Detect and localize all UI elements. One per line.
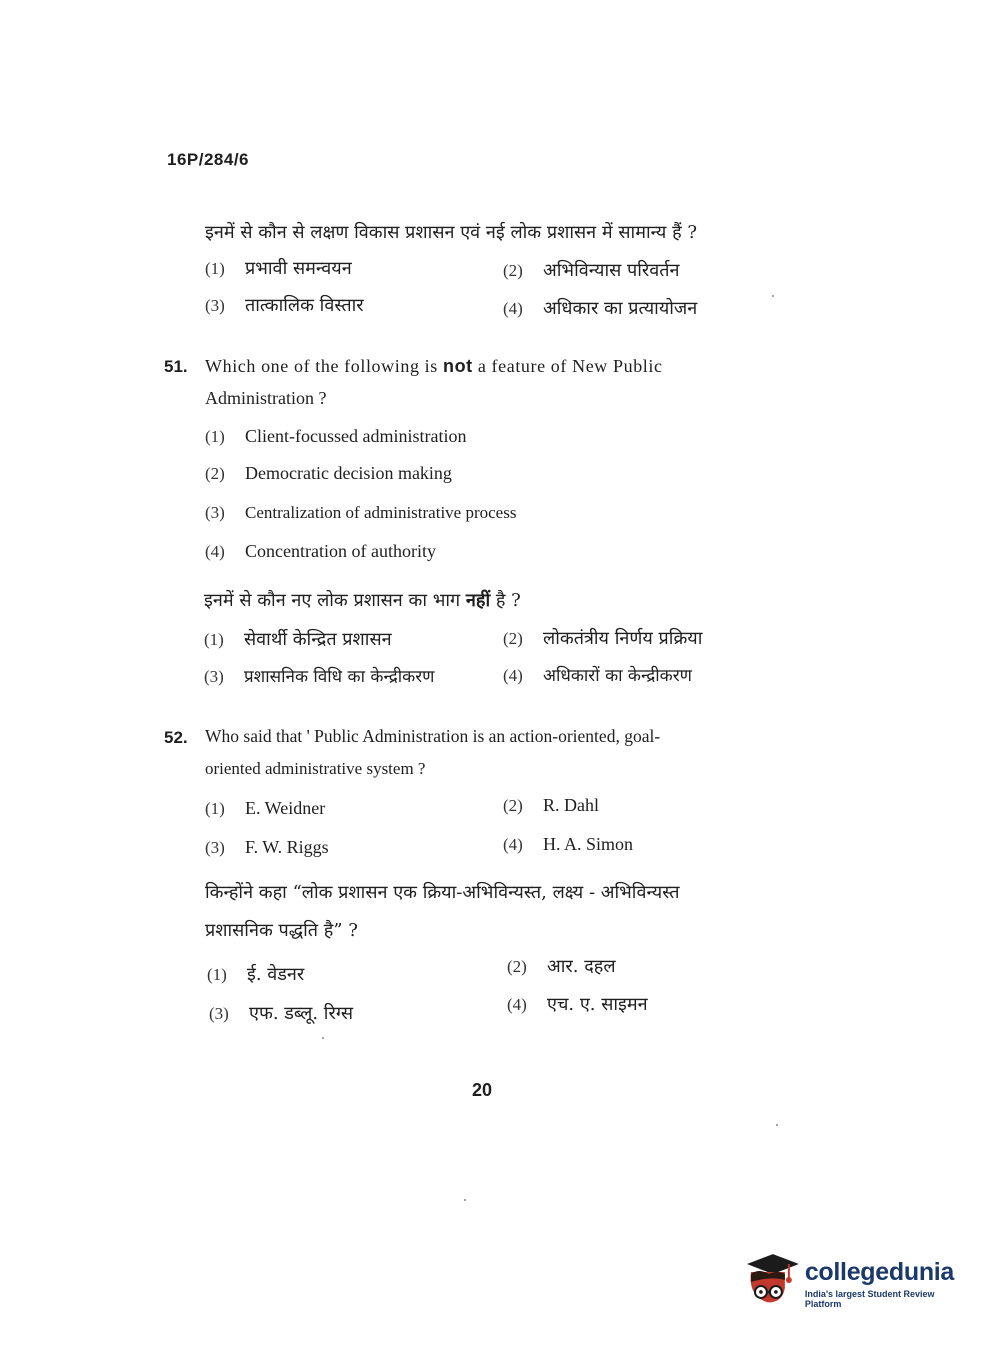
q51-text-post: a feature of New Public [472,356,663,376]
q51-hindi-pre: इनमें से कौन नए लोक प्रशासन का भाग [204,590,466,611]
option-text: F. W. Riggs [245,837,329,857]
option-text: आर. दहल [547,956,616,977]
q50-hindi-option-1 [205,256,352,280]
q52-option-3 [205,837,329,858]
q50-hindi-option-3 [205,293,364,317]
q51-hindi-option-1 [204,627,392,651]
collegedunia-logo [743,1250,973,1316]
q52-hindi-option-3 [209,1001,353,1025]
q51-hindi-option-4 [503,663,692,686]
option-text: ई. वेडनर [247,964,305,985]
q52-question-line1: Who said that ' Public Administration is an action-oriented, goal- [205,726,661,746]
option-text: अभिविन्यास परिवर्तन [543,260,680,281]
scan-speck [464,1199,466,1201]
q51-option-4 [205,541,436,562]
q51-number: 51. [164,357,188,376]
option-number: (3) [205,503,225,522]
option-number: (4) [205,542,225,561]
option-number: (4) [507,995,527,1014]
option-text: लोकतंत्रीय निर्णय प्रक्रिया [543,628,703,649]
q52-number: 52. [164,728,188,747]
option-number: (2) [503,796,523,815]
option-number: (1) [205,427,225,446]
option-number: (3) [204,667,224,686]
q51-hindi-post: है ? [490,590,521,611]
q52-hindi-question-line1: किन्होंने कहा “लोक प्रशासन एक क्रिया-अभिविन्यस्त, लक्ष्य - अभिविन्यस्त [205,882,680,903]
option-text: सेवार्थी केन्द्रित प्रशासन [244,629,392,650]
option-text: Democratic decision making [245,463,452,483]
option-text: एच. ए. साइमन [547,994,648,1015]
option-text: अधिकार का प्रत्यायोजन [543,298,698,319]
option-text: Centralization of administrative process [245,503,517,522]
q50-hindi-question: इनमें से कौन से लक्षण विकास प्रशासन एवं नई लोक प्रशासन में सामान्य हैं ? [205,222,698,243]
option-number: (1) [205,259,225,278]
option-number: (1) [205,799,225,818]
option-number: (2) [507,957,527,976]
option-text: E. Weidner [245,798,326,818]
q50-hindi-option-2 [503,258,680,282]
q51-option-1 [205,426,466,447]
option-text: H. A. Simon [543,834,634,854]
mascot-icon [743,1252,799,1314]
q51-text-pre: Which one of the following is [205,356,443,376]
option-number: (2) [503,629,523,648]
logo-tagline: India's largest Student Review Platform [804,1288,935,1309]
q52-option-2 [503,795,599,816]
option-text: प्रभावी समन्वयन [245,258,352,279]
q51-option-3 [205,503,516,523]
option-number: (3) [205,838,225,857]
option-text: अधिकारों का केन्द्रीकरण [543,666,692,686]
option-text: Concentration of authority [245,541,436,561]
q52-option-4 [503,834,633,855]
q51-hindi-option-3 [204,664,434,687]
option-number: (1) [207,965,227,984]
q52-option-1 [205,798,325,819]
scan-speck [776,1124,778,1126]
scan-speck [322,1037,324,1039]
option-text: प्रशासनिक विधि का केन्द्रीकरण [244,667,435,687]
q52-question-line2: oriented administrative system ? [205,759,426,778]
option-text: तात्कालिक विस्तार [245,295,364,316]
q51-question-line2: Administration ? [205,388,327,408]
q51-option-2 [205,463,452,484]
q50-hindi-option-4 [503,296,697,320]
option-text: Client-focussed administration [245,426,467,446]
q51-question-line1 [205,356,663,377]
option-number: (2) [205,464,225,483]
q52-hindi-option-4 [507,992,648,1016]
q52-hindi-option-1 [207,962,304,986]
option-number: (3) [205,296,225,315]
option-number: (3) [209,1004,229,1023]
q51-text-bold: not [442,356,473,376]
option-number: (4) [503,299,523,318]
option-text: R. Dahl [543,795,599,815]
logo-brand-text: collegedunia [804,1257,955,1286]
q52-hindi-question-line2: प्रशासनिक पद्धति है” ? [205,920,358,941]
paper-code: 16P/284/6 [167,150,250,169]
q51-hindi-option-2 [503,626,702,650]
scan-speck [772,295,774,297]
option-number: (4) [503,835,523,854]
q51-hindi-question [204,588,521,612]
option-number: (2) [503,261,523,280]
page-number: 20 [472,1080,493,1100]
option-number: (4) [503,666,523,685]
q52-hindi-option-2 [507,954,616,978]
q51-hindi-bold: नहीं [465,590,491,611]
option-number: (1) [204,630,224,649]
option-text: एफ. डब्लू. रिग्स [249,1003,354,1024]
